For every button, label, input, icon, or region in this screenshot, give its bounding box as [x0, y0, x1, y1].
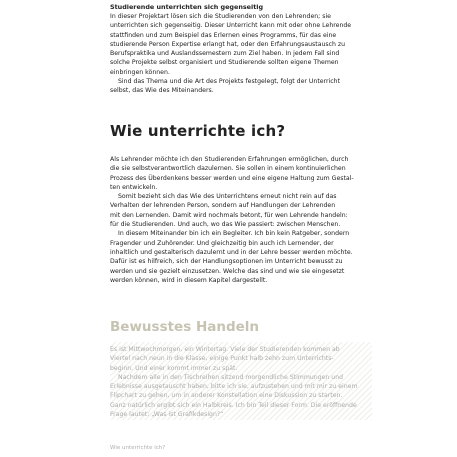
text-line: selbst, das Wie des Miteinanders. — [110, 87, 214, 95]
paragraph — [110, 12, 352, 77]
text-line: stattfinden und zum Beispiel das Erlernen eines Programms, für das eine — [110, 31, 337, 39]
subheading-self-teaching: Studierende unterrichten sich gegenseitig — [110, 3, 264, 11]
text-line: Erlebnisse ausgetauscht haben, bitte ich sie, aufzustehen und mit mir zu einem — [110, 383, 358, 391]
paragraph — [110, 77, 352, 96]
paragraph — [110, 345, 352, 373]
text-line: einbringen können. — [110, 68, 170, 76]
text-line: werden und sie gezielt einzusetzen. Welche das sind und wie sie eingesetzt — [110, 267, 345, 275]
text-line: Verhalten der lehrenden Person, sondern auf Handlungen der Lehrenden — [110, 202, 336, 210]
text-line: Ganz natürlich ergibt sich ein Halbkreis. Ich bin Teil dieser Form. Die eröffnende — [110, 401, 357, 409]
paragraph — [110, 192, 352, 229]
text-line: unterrichten sich gegenseitig. Dieser Unterricht kann mit oder ohne Lehrende — [110, 22, 352, 30]
text-line: Frage lautet: „Was ist Grafikdesign?“ — [110, 411, 224, 419]
text-line: die sie selbstverantwortlich dazulernen. Sie sollen in einem kontinuierlichen — [110, 165, 346, 173]
text-line: Flipchart zu gehen, um in anderer Konstellation eine Diskussion zu starten. — [110, 392, 343, 400]
text-line: Als Lehrender möchte ich den Studierenden Erfahrungen ermöglichen, durch — [110, 156, 349, 163]
text-line: Prozess des Überdenkens besser werden und eine eigene Haltung zum Gestal- — [110, 174, 354, 182]
text-line: Sind das Thema und die Art des Projekts festgelegt, folgt der Unterricht — [118, 78, 341, 86]
section-how-to-teach — [110, 155, 352, 285]
text-line: beginn. Und einer kommt immer zu spät. — [110, 364, 238, 372]
section-self-teaching — [110, 3, 352, 96]
text-line: solche Projekte selbst organisiert und Studierende sollten eigene Themen — [110, 59, 339, 67]
text-line: studierende Person Expertise erlangt hat, oder den Erfahrungsaustausch zu — [110, 40, 346, 48]
text-line: Viertel nach neun in die Klasse, einige Punkt halb zehn zum Unterrichts- — [110, 355, 334, 363]
paragraph — [110, 229, 352, 285]
text-line: werden können, wird in diesem Kapitel dargestellt. — [110, 276, 268, 284]
paragraph — [110, 155, 352, 192]
text-line: ten entwickeln. — [110, 183, 158, 191]
text-line: Fragender und Zuhörender. Und gleichzeitig bin auch ich Lernender, der — [110, 239, 334, 247]
text-line: mit den Lernenden. Damit wird nochmals betont, für wen Lehrende handeln: — [110, 211, 348, 219]
text-line: Berufspraktika und Auslandssemestern zum Ziel haben. In jedem Fall sind — [110, 50, 340, 58]
text-line: Es ist Mittwochmorgen, ein Wintertag. Viele der Studierenden kommen ab — [110, 346, 340, 353]
section-conscious-action — [110, 345, 358, 419]
paragraph — [110, 373, 358, 419]
text-line: Somit bezieht sich das Wie des Unterrichtens erneut nicht rein auf das — [118, 193, 337, 201]
section-heading-muted: Bewusstes Handeln — [110, 319, 260, 335]
text-line: inhaltlich und gestalterisch dazulernt und in der Lehre besser werden möchte. — [110, 248, 353, 256]
running-footer: Wie unterrichte ich? — [110, 445, 166, 451]
text-line: Nachdem alle in den Tischreihen sitzend morgendliche Stimmungen und — [118, 373, 344, 381]
text-line: Dafür ist es hilfreich, sich der Handlungsoptionen im Unterricht bewusst zu — [110, 258, 343, 266]
text-line: für die Studierenden. Und auch, wo das Wie passiert: zwischen Menschen. — [110, 221, 341, 229]
section-heading: Wie unterrichte ich? — [110, 122, 286, 140]
text-line: In dieser Projektart lösen sich die Studierenden von den Lehrenden; sie — [110, 13, 331, 20]
text-line: In diesem Miteinander bin ich ein Begleiter. Ich bin kein Ratgeber, sondern — [118, 230, 350, 238]
